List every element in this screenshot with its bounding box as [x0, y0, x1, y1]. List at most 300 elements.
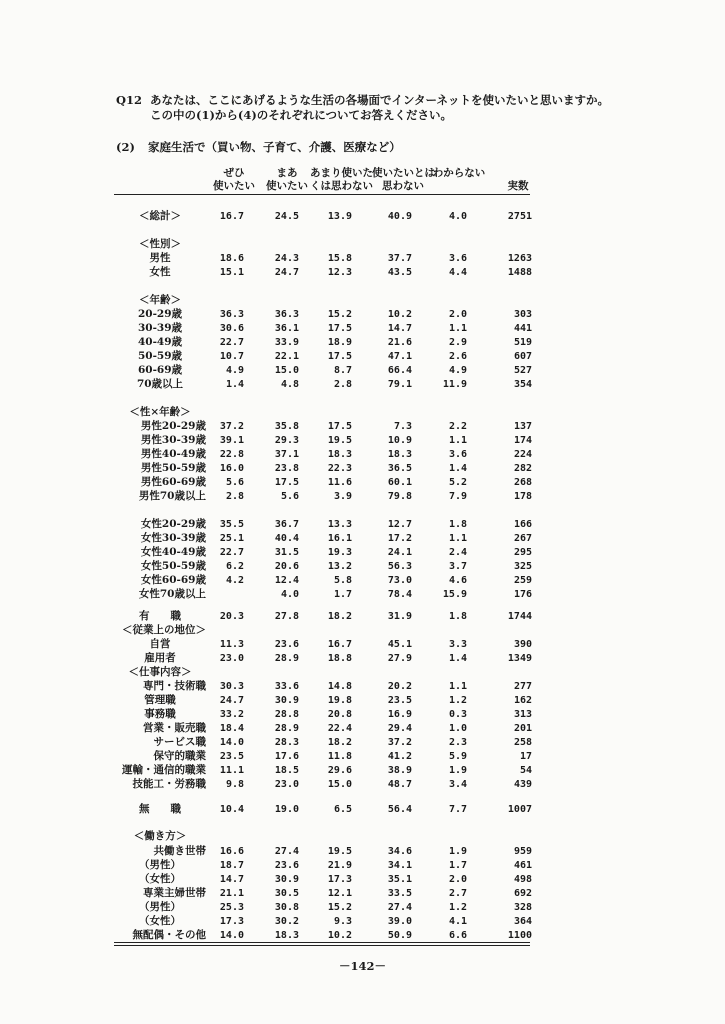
table-cell: 498 [513, 874, 532, 885]
table-row [0, 901, 725, 914]
table-cell: 1.2 [448, 902, 467, 913]
table-cell: 30.8 [274, 902, 299, 913]
table-cell: 36.1 [274, 323, 299, 334]
table-cell: 18.3 [387, 449, 412, 460]
table-cell: 11.1 [219, 765, 244, 776]
table-cell: 24.1 [387, 547, 412, 558]
col-header-1: ぜひ 使いたい [213, 167, 255, 192]
row-label: 男性60-69歳 [140, 476, 206, 488]
table-cell: 17.6 [274, 751, 299, 762]
row-label: ＜性別＞ [139, 238, 181, 250]
table-cell: 16.0 [219, 463, 244, 474]
table-cell: 37.7 [387, 253, 412, 264]
col-header-3: あまり使いた くは思わない [310, 167, 373, 192]
table-row [0, 694, 725, 707]
table-cell: 10.2 [387, 309, 412, 320]
table-cell: 14.7 [387, 323, 412, 334]
table-cell: 16.9 [387, 709, 412, 720]
table-cell: 7.3 [393, 421, 412, 432]
table-cell: 259 [513, 575, 532, 586]
table-cell: 14.7 [219, 874, 244, 885]
question-line-1: あなたは、ここにあげるような生活の各場面でインターネットを使いたいと思いますか。 [150, 93, 609, 107]
table-row [0, 266, 725, 279]
table-cell: 16.7 [219, 211, 244, 222]
table-cell: 692 [513, 888, 532, 899]
table-row [0, 887, 725, 900]
table-cell: 40.4 [274, 533, 299, 544]
row-label: ＜性×年齢＞ [129, 406, 191, 418]
row-label: 共働き世帯 [153, 845, 206, 857]
table-cell: 23.6 [274, 639, 299, 650]
table-cell: 17 [519, 751, 532, 762]
table-cell: 37.2 [387, 737, 412, 748]
table-cell: 17.5 [327, 351, 352, 362]
table-row [0, 680, 725, 693]
table-cell: 33.5 [387, 888, 412, 899]
table-row [0, 638, 725, 651]
table-cell: 23.5 [387, 695, 412, 706]
table-cell: 9.3 [333, 916, 352, 927]
table-cell: 27.8 [274, 611, 299, 622]
table-bottom-rule [114, 942, 530, 943]
table-bottom-rule-double [114, 945, 530, 946]
table-cell: 364 [513, 916, 532, 927]
table-cell: 29.4 [387, 723, 412, 734]
table-row [0, 929, 725, 942]
table-cell: 73.0 [387, 575, 412, 586]
row-label: 40-49歳 [137, 336, 183, 348]
row-label: 20-29歳 [137, 308, 183, 320]
table-row [0, 378, 725, 391]
table-cell: 25.3 [219, 902, 244, 913]
table-cell: 1.8 [448, 519, 467, 530]
table-cell: 18.8 [327, 653, 352, 664]
table-cell: 14.0 [219, 930, 244, 941]
table-cell: 1.4 [448, 463, 467, 474]
table-row [0, 708, 725, 721]
table-cell: 1488 [507, 267, 532, 278]
table-row [0, 845, 725, 858]
table-cell: 282 [513, 463, 532, 474]
table-cell: 23.0 [274, 779, 299, 790]
table-cell: 17.5 [327, 421, 352, 432]
table-row [0, 448, 725, 461]
table-cell: 1.9 [448, 765, 467, 776]
table-cell: 27.4 [274, 846, 299, 857]
row-label: 女性 [149, 266, 171, 278]
table-cell: 34.6 [387, 846, 412, 857]
table-cell: 439 [513, 779, 532, 790]
table-cell: 39.0 [387, 916, 412, 927]
table-cell: 23.6 [274, 860, 299, 871]
table-row [0, 476, 725, 489]
table-cell: 0.3 [448, 709, 467, 720]
table-cell: 41.2 [387, 751, 412, 762]
table-row [0, 722, 725, 735]
table-cell: 137 [513, 421, 532, 432]
table-cell: 60.1 [387, 477, 412, 488]
table-row [0, 364, 725, 377]
table-cell: 13.2 [327, 561, 352, 572]
table-cell: 325 [513, 561, 532, 572]
table-row [0, 252, 725, 265]
table-cell: 30.9 [274, 695, 299, 706]
table-row [0, 434, 725, 447]
table-cell: 19.8 [327, 695, 352, 706]
row-label: 男性20-29歳 [140, 420, 206, 432]
table-cell: 15.0 [274, 365, 299, 376]
table-cell: 2.8 [333, 379, 352, 390]
table-cell: 19.5 [327, 435, 352, 446]
table-cell: 21.6 [387, 337, 412, 348]
table-cell: 30.6 [219, 323, 244, 334]
table-cell: 10.7 [219, 351, 244, 362]
table-cell: 3.3 [448, 639, 467, 650]
table-row [0, 750, 725, 763]
table-cell: 2.4 [448, 547, 467, 558]
row-label: 管理職 [144, 694, 176, 706]
table-cell: 6.5 [333, 804, 352, 815]
table-cell: 27.4 [387, 902, 412, 913]
table-cell: 56.3 [387, 561, 412, 572]
table-cell: 21.1 [219, 888, 244, 899]
table-cell: 527 [513, 365, 532, 376]
table-cell: 28.8 [274, 709, 299, 720]
table-cell: 8.7 [333, 365, 352, 376]
table-cell: 35.8 [274, 421, 299, 432]
table-cell: 2751 [507, 211, 532, 222]
row-label: 30-39歳 [137, 322, 183, 334]
row-label: 有 職 [139, 610, 181, 622]
row-label: （男性） [139, 901, 181, 913]
row-label: 無 職 [139, 803, 181, 815]
table-cell: 4.1 [448, 916, 467, 927]
col-header-2: まあ 使いたい [266, 167, 308, 192]
subsection-heading [116, 139, 401, 155]
row-label: 専門・技術職 [143, 680, 206, 692]
row-label: 男性30-39歳 [140, 434, 206, 446]
row-label: 自営 [149, 638, 171, 650]
table-cell: 18.2 [327, 737, 352, 748]
table-cell: 43.5 [387, 267, 412, 278]
table-cell: 5.2 [448, 477, 467, 488]
table-cell: 27.9 [387, 653, 412, 664]
table-cell: 17.3 [219, 916, 244, 927]
table-cell: 461 [513, 860, 532, 871]
table-cell: 1.1 [448, 323, 467, 334]
row-label: ＜働き方＞ [133, 830, 187, 842]
question-line-2: この中の(1)から(4)のそれぞれについてお答えください。 [150, 108, 453, 122]
row-label: 70歳以上 [136, 378, 184, 390]
table-cell: 48.7 [387, 779, 412, 790]
table-cell: 19.5 [327, 846, 352, 857]
subsection-number: (2) [116, 140, 135, 154]
table-cell: 12.7 [387, 519, 412, 530]
table-cell: 36.7 [274, 519, 299, 530]
table-cell: 34.1 [387, 860, 412, 871]
table-cell: 20.2 [387, 681, 412, 692]
table-row [0, 830, 725, 843]
row-label: 営業・販売職 [143, 722, 206, 734]
table-cell: 37.1 [274, 449, 299, 460]
table-cell: 3.6 [448, 449, 467, 460]
table-cell: 22.7 [219, 547, 244, 558]
table-row [0, 624, 725, 637]
row-label: ＜従業上の地位＞ [122, 624, 206, 636]
table-cell: 1744 [507, 611, 532, 622]
table-cell: 2.9 [448, 337, 467, 348]
table-cell: 959 [513, 846, 532, 857]
table-cell: 277 [513, 681, 532, 692]
table-row [0, 350, 725, 363]
col-header-6: 実数 [507, 180, 529, 192]
table-header [0, 167, 725, 193]
table-top-rule [114, 194, 530, 195]
table-cell: 5.8 [333, 575, 352, 586]
row-label: 雇用者 [144, 652, 176, 664]
table-row [0, 560, 725, 573]
row-label: 女性70歳以上 [138, 588, 206, 600]
table-cell: 20.6 [274, 561, 299, 572]
table-cell: 50.9 [387, 930, 412, 941]
table-cell: 6.6 [448, 930, 467, 941]
table-cell: 19.3 [327, 547, 352, 558]
table-cell: 4.2 [225, 575, 244, 586]
table-cell: 79.1 [387, 379, 412, 390]
table-cell: 1.1 [448, 533, 467, 544]
table-cell: 2.7 [448, 888, 467, 899]
row-label: ＜総計＞ [139, 210, 181, 222]
table-cell: 31.5 [274, 547, 299, 558]
table-cell: 36.3 [274, 309, 299, 320]
table-cell: 18.4 [219, 723, 244, 734]
table-cell: 4.0 [280, 589, 299, 600]
table-cell: 10.4 [219, 804, 244, 815]
table-row [0, 518, 725, 531]
subsection-text: 家庭生活で（買い物、子育て、介護、医療など） [148, 140, 401, 154]
table-cell: 328 [513, 902, 532, 913]
table-cell: 2.0 [448, 309, 467, 320]
row-label: 女性20-29歳 [140, 518, 206, 530]
table-cell: 15.2 [327, 309, 352, 320]
table-cell: 7.9 [448, 491, 467, 502]
table-row [0, 336, 725, 349]
table-cell: 2.2 [448, 421, 467, 432]
table-cell: 30.5 [274, 888, 299, 899]
table-cell: 12.4 [274, 575, 299, 586]
table-cell: 176 [513, 589, 532, 600]
table-row [0, 610, 725, 623]
table-cell: 22.7 [219, 337, 244, 348]
table-cell: 28.9 [274, 653, 299, 664]
row-label: サービス職 [153, 736, 206, 748]
table-cell: 40.9 [387, 211, 412, 222]
table-cell: 12.3 [327, 267, 352, 278]
table-row [0, 462, 725, 475]
table-cell: 13.9 [327, 211, 352, 222]
table-cell: 5.6 [280, 491, 299, 502]
table-cell: 18.7 [219, 860, 244, 871]
table-cell: 4.8 [280, 379, 299, 390]
table-cell: 35.5 [219, 519, 244, 530]
table-cell: 11.9 [442, 379, 467, 390]
table-cell: 3.7 [448, 561, 467, 572]
table-cell: 224 [513, 449, 532, 460]
table-cell: 1.4 [225, 379, 244, 390]
table-cell: 5.6 [225, 477, 244, 488]
table-cell: 30.2 [274, 916, 299, 927]
table-cell: 2.6 [448, 351, 467, 362]
table-cell: 33.9 [274, 337, 299, 348]
table-cell: 20.3 [219, 611, 244, 622]
table-row [0, 546, 725, 559]
table-row [0, 210, 725, 223]
table-row [0, 915, 725, 928]
table-cell: 11.6 [327, 477, 352, 488]
table-cell: 9.8 [225, 779, 244, 790]
table-cell: 28.3 [274, 737, 299, 748]
table-cell: 4.4 [448, 267, 467, 278]
table-cell: 24.5 [274, 211, 299, 222]
row-label: 60-69歳 [137, 364, 183, 376]
table-cell: 23.8 [274, 463, 299, 474]
table-cell: 10.2 [327, 930, 352, 941]
row-label: 女性60-69歳 [140, 574, 206, 586]
table-cell: 16.6 [219, 846, 244, 857]
table-cell: 15.0 [327, 779, 352, 790]
table-cell: 1.1 [448, 681, 467, 692]
table-cell: 78.4 [387, 589, 412, 600]
table-cell: 10.9 [387, 435, 412, 446]
row-label: 技能工・労務職 [132, 778, 206, 790]
table-cell: 31.9 [387, 611, 412, 622]
table-cell: 313 [513, 709, 532, 720]
table-cell: 36.3 [219, 309, 244, 320]
table-cell: 15.9 [442, 589, 467, 600]
table-row [0, 873, 725, 886]
row-label: 事務職 [144, 708, 176, 720]
table-cell: 7.7 [448, 804, 467, 815]
table-cell: 13.3 [327, 519, 352, 530]
table-cell: 178 [513, 491, 532, 502]
row-label: 50-59歳 [137, 350, 183, 362]
table-cell: 37.2 [219, 421, 244, 432]
table-cell: 18.2 [327, 611, 352, 622]
table-row [0, 778, 725, 791]
table-cell: 3.9 [333, 491, 352, 502]
table-row [0, 532, 725, 545]
page-number: －142－ [338, 959, 386, 973]
table-cell: 1.7 [333, 589, 352, 600]
table-cell: 11.8 [327, 751, 352, 762]
table-cell: 1100 [507, 930, 532, 941]
table-cell: 15.1 [219, 267, 244, 278]
row-label: 男性70歳以上 [138, 490, 206, 502]
row-label: （女性） [139, 873, 181, 885]
table-cell: 12.1 [327, 888, 352, 899]
table-cell: 36.5 [387, 463, 412, 474]
row-label: 保守的職業 [153, 750, 206, 762]
table-cell: 295 [513, 547, 532, 558]
table-cell: 15.2 [327, 902, 352, 913]
table-cell: 3.4 [448, 779, 467, 790]
table-row [0, 238, 725, 251]
table-cell: 268 [513, 477, 532, 488]
table-row [0, 308, 725, 321]
table-cell: 1349 [507, 653, 532, 664]
table-cell: 28.9 [274, 723, 299, 734]
table-cell: 16.1 [327, 533, 352, 544]
row-label: 運輸・通信的職業 [122, 764, 206, 776]
row-label: 女性30-39歳 [140, 532, 206, 544]
table-cell: 29.3 [274, 435, 299, 446]
table-cell: 607 [513, 351, 532, 362]
table-row [0, 406, 725, 419]
row-label: 男性40-49歳 [140, 448, 206, 460]
table-row [0, 574, 725, 587]
table-cell: 29.6 [327, 765, 352, 776]
table-cell: 23.5 [219, 751, 244, 762]
table-cell: 1263 [507, 253, 532, 264]
table-row [0, 764, 725, 777]
table-cell: 66.4 [387, 365, 412, 376]
table-cell: 354 [513, 379, 532, 390]
table-cell: 1.1 [448, 435, 467, 446]
table-cell: 22.4 [327, 723, 352, 734]
row-label: 男性50-59歳 [140, 462, 206, 474]
table-cell: 17.5 [274, 477, 299, 488]
question-number: Q12 [116, 93, 143, 107]
table-cell: 2.8 [225, 491, 244, 502]
table-cell: 45.1 [387, 639, 412, 650]
table-row [0, 859, 725, 872]
table-cell: 2.0 [448, 874, 467, 885]
row-label: 無配偶・その他 [132, 929, 206, 941]
table-row [0, 322, 725, 335]
table-cell: 14.8 [327, 681, 352, 692]
table-cell: 1.7 [448, 860, 467, 871]
table-cell: 18.3 [327, 449, 352, 460]
row-label: 専業主婦世帯 [143, 887, 206, 899]
table-row [0, 490, 725, 503]
table-cell: 30.3 [219, 681, 244, 692]
table-cell: 25.1 [219, 533, 244, 544]
table-row [0, 803, 725, 816]
table-cell: 1007 [507, 804, 532, 815]
table-cell: 18.6 [219, 253, 244, 264]
table-cell: 5.9 [448, 751, 467, 762]
table-cell: 39.1 [219, 435, 244, 446]
table-cell: 267 [513, 533, 532, 544]
table-cell: 2.3 [448, 737, 467, 748]
table-cell: 16.7 [327, 639, 352, 650]
table-cell: 18.5 [274, 765, 299, 776]
table-cell: 33.2 [219, 709, 244, 720]
row-label: ＜仕事内容＞ [128, 666, 192, 678]
table-cell: 23.0 [219, 653, 244, 664]
table-cell: 15.8 [327, 253, 352, 264]
table-cell: 390 [513, 639, 532, 650]
table-cell: 18.9 [327, 337, 352, 348]
table-cell: 6.2 [225, 561, 244, 572]
table-row [0, 420, 725, 433]
table-cell: 24.3 [274, 253, 299, 264]
table-cell: 519 [513, 337, 532, 348]
table-cell: 18.3 [274, 930, 299, 941]
table-row [0, 588, 725, 601]
row-label: ＜年齢＞ [139, 294, 181, 306]
table-cell: 56.4 [387, 804, 412, 815]
